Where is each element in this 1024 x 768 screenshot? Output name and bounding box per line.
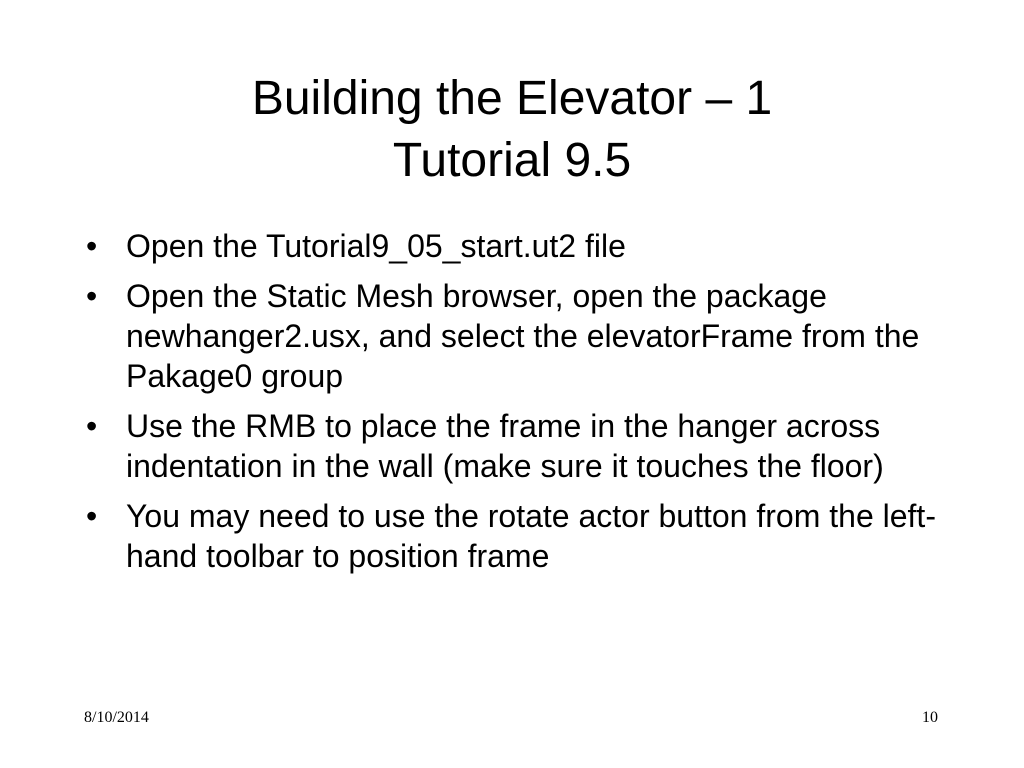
bullet-item: [86, 226, 966, 266]
bullet-text: You may need to use the rotate actor button from the left-hand toolbar to position frame: [126, 498, 936, 574]
footer-date: 8/10/2014: [84, 709, 149, 726]
slide-title-line-2: Tutorial 9.5: [392, 134, 632, 187]
slide-title-line-1: Building the Elevator – 1: [251, 72, 773, 125]
slide-title: [0, 68, 1024, 192]
bullet-icon: •: [86, 228, 98, 264]
bullet-icon: •: [86, 408, 98, 444]
bullet-icon: •: [86, 278, 98, 314]
bullet-item: [86, 276, 966, 396]
page-number: 10: [922, 709, 938, 726]
bullet-text: Open the Static Mesh browser, open the package newhanger2.usx, and select the elevatorFrame from the Pakage0 group: [126, 278, 920, 394]
bullet-list: [86, 226, 966, 586]
bullet-text: Use the RMB to place the frame in the hanger across indentation in the wall (make sure it touches the floor): [126, 408, 884, 484]
bullet-item: [86, 496, 966, 576]
bullet-item: [86, 406, 966, 486]
bullet-text: Open the Tutorial9_05_start.ut2 file: [126, 228, 626, 264]
bullet-icon: •: [86, 498, 98, 534]
